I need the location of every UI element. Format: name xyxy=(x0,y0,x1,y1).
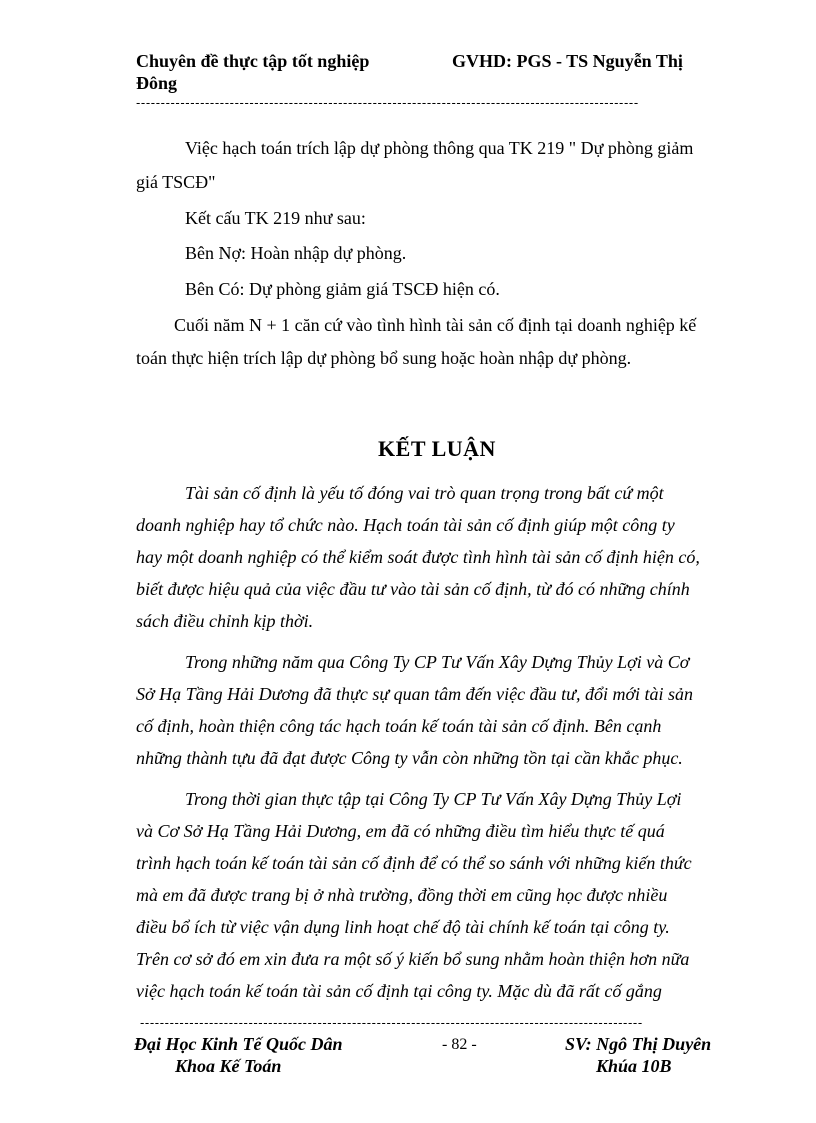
header-supervisor: GVHD: PGS - TS Nguyễn Thị xyxy=(452,51,683,71)
body-p3: Bên Nợ: Hoàn nhập dự phòng. xyxy=(185,243,407,263)
conclusion-p2-line: Sở Hạ Tầng Hải Dương đã thực sự quan tâm đến việc đầu tư, đổi mới tài sản xyxy=(136,684,694,704)
conclusion-p3-line: và Cơ Sở Hạ Tầng Hải Dương, em đã có những điều tìm hiểu thực tế quá xyxy=(136,821,665,841)
conclusion-p3-line: điều bổ ích từ việc vận dụng linh hoạt chế độ tài chính kế toán tại công ty. xyxy=(136,917,670,937)
footer-student: SV: Ngô Thị Duyên xyxy=(565,1034,712,1054)
conclusion-p1-line: sách điều chỉnh kịp thời. xyxy=(136,611,314,631)
conclusion-p3-line: việc hạch toán kế toán tài sản cố định tại công ty. Mặc dù đã rất cố gắng xyxy=(136,981,662,1001)
conclusion-p1-line: hay một doanh nghiệp có thể kiểm soát được tình hình tài sản cố định hiện có, xyxy=(136,547,700,567)
conclusion-p3-line: mà em đã được trang bị ở nhà trường, đồng thời em cũng học được nhiều xyxy=(136,885,668,905)
conclusion-p3-line: Trên cơ sở đó em xin đưa ra một số ý kiến bổ sung nhằm hoàn thiện hơn nữa xyxy=(136,949,690,969)
body-p2: Kết cấu TK 219 như sau: xyxy=(185,208,366,228)
conclusion-p3-line: Trong thời gian thực tập tại Công Ty CP Tư Vấn Xây Dựng Thủy Lợi xyxy=(185,789,682,809)
footer-university: Đại Học Kinh Tế Quốc Dân xyxy=(134,1034,343,1054)
header-separator: ------------------------------------------------------------------------------------------------------ xyxy=(136,96,639,110)
body-p5-line1: Cuối năm N + 1 căn cứ vào tình hình tài sản cố định tại doanh nghiệp kế xyxy=(174,315,697,335)
body-p1-line2: giá TSCĐ" xyxy=(136,172,216,192)
header-title: Chuyên đề thực tập tốt nghiệp xyxy=(136,51,370,71)
conclusion-p2-line: Trong những năm qua Công Ty CP Tư Vấn Xây Dựng Thủy Lợi và Cơ xyxy=(185,652,690,672)
body-p1-line1: Việc hạch toán trích lập dự phòng thông qua TK 219 " Dự phòng giảm xyxy=(185,138,694,158)
conclusion-p1-line: Tài sản cố định là yếu tố đóng vai trò quan trọng trong bất cứ một xyxy=(185,483,664,503)
body-p5-line2: toán thực hiện trích lập dự phòng bổ sung hoặc hoàn nhập dự phòng. xyxy=(136,348,632,368)
conclusion-p3-line: trình hạch toán kế toán tài sản cố định để có thể so sánh với những kiến thức xyxy=(136,853,692,873)
conclusion-p1-line: doanh nghiệp hay tổ chức nào. Hạch toán tài sản cố định giúp một công ty xyxy=(136,515,675,535)
conclusion-p2-line: những thành tựu đã đạt được Công ty vẫn còn những tồn tại cần khắc phục. xyxy=(136,748,683,768)
footer-cohort: Khúa 10B xyxy=(596,1056,672,1076)
body-p4: Bên Có: Dự phòng giảm giá TSCĐ hiện có. xyxy=(185,279,500,299)
footer-separator: ------------------------------------------------------------------------------------------------------ xyxy=(140,1016,643,1030)
footer-faculty: Khoa Kế Toán xyxy=(175,1056,282,1076)
header-supervisor-cont: Đông xyxy=(136,73,178,93)
conclusion-title: KẾT LUẬN xyxy=(378,436,496,461)
conclusion-p2-line: cố định, hoàn thiện công tác hạch toán kế toán tài sản cố định. Bên cạnh xyxy=(136,716,662,736)
page-number: - 82 - xyxy=(442,1036,477,1053)
conclusion-p1-line: biết được hiệu quả của việc đầu tư vào tài sản cố định, từ đó có những chính xyxy=(136,579,690,599)
